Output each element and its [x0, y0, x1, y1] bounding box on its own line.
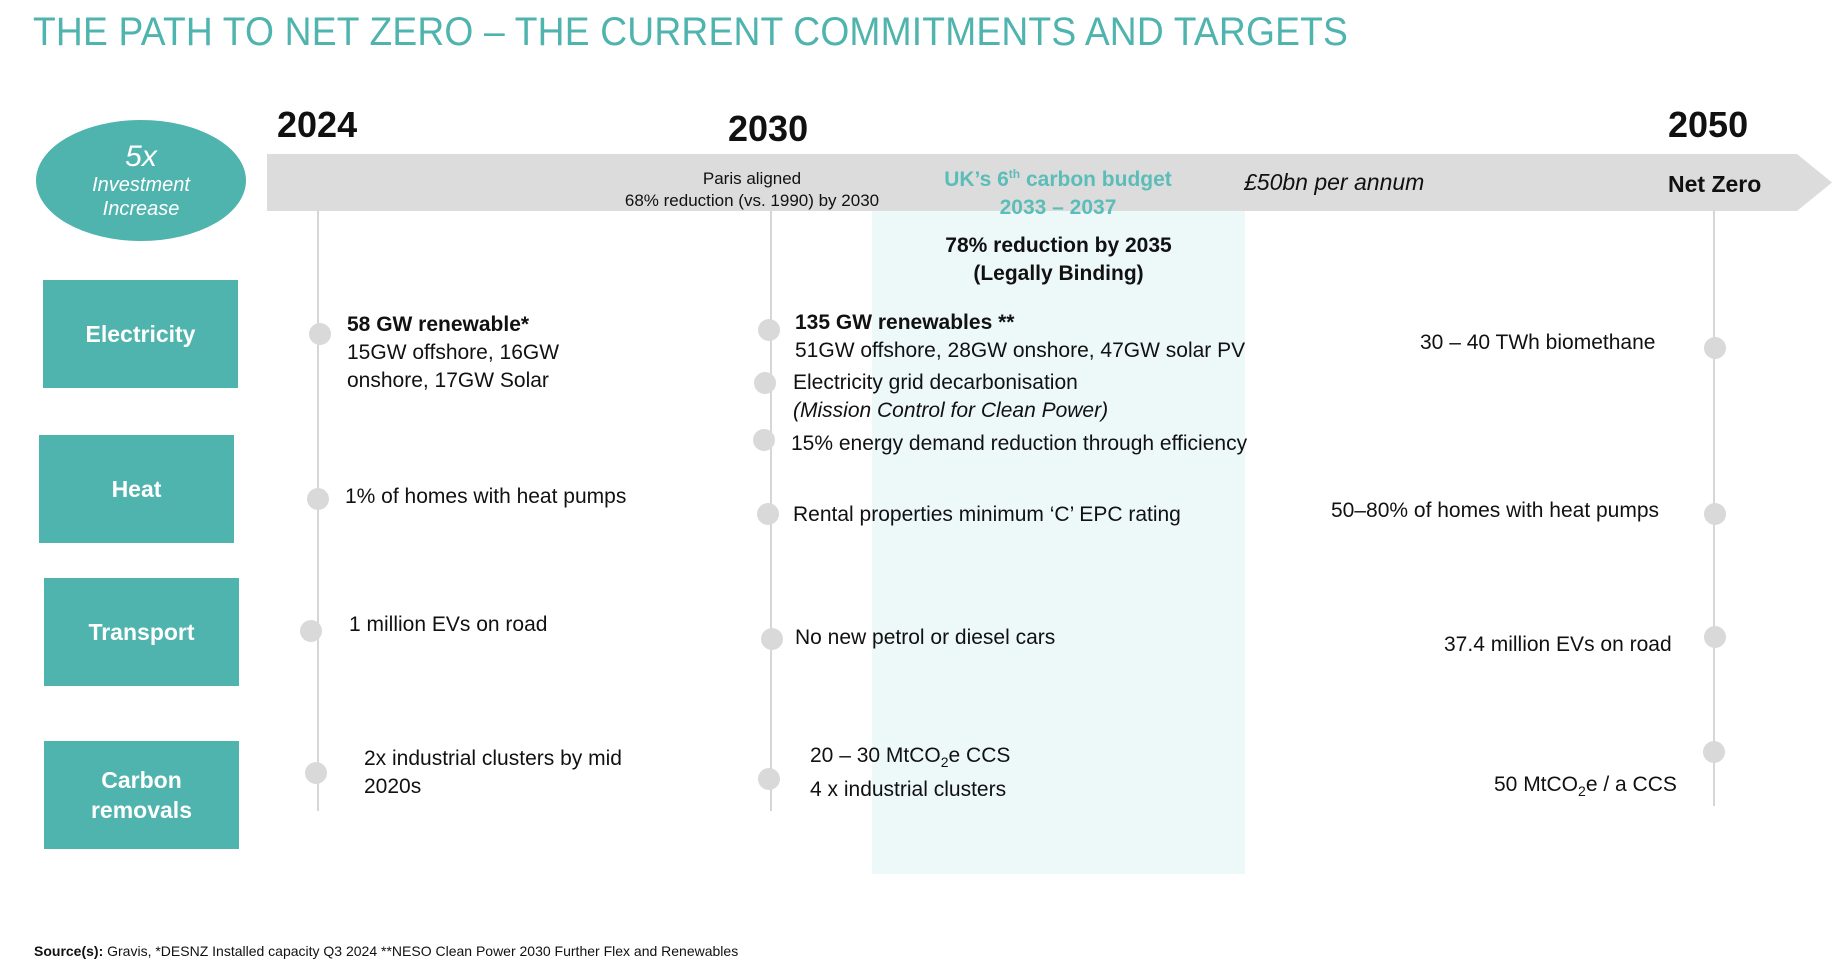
carbon-2024-line2: 2020s	[364, 775, 422, 798]
carbon-2024-line1: 2x industrial clusters by mid	[364, 747, 622, 770]
paris-line2: 68% reduction (vs. 1990) by 2030	[624, 191, 880, 210]
milestone-dot	[761, 628, 783, 650]
elec-2024-line2: onshore, 17GW Solar	[347, 369, 549, 392]
source-label: Source(s):	[34, 943, 104, 959]
milestone-dot	[307, 488, 329, 510]
category-transport: Transport	[44, 578, 239, 686]
reduction-2035-note	[872, 232, 1245, 288]
page-title: THE PATH TO NET ZERO – THE CURRENT COMMITMENTS AND TARGETS	[33, 10, 1348, 54]
electricity-2030-milestone	[795, 309, 1245, 365]
milestone-dot	[1703, 741, 1725, 763]
timeline-line-2024	[317, 211, 319, 811]
carbon-2030-l1-post: e CCS	[948, 744, 1011, 767]
elec-2030-title: 135 GW renewables **	[795, 311, 1015, 334]
category-carbon-removals	[44, 741, 239, 849]
grid-line1: Electricity grid decarbonisation	[793, 371, 1078, 394]
category-carbon-line1: Carbon	[101, 767, 182, 793]
year-2050: 2050	[1668, 104, 1749, 145]
elec-2024-line1: 15GW offshore, 16GW	[347, 341, 560, 364]
milestone-dot	[300, 620, 322, 642]
budget-years: 2033 – 2037	[999, 196, 1117, 219]
transport-2030-milestone: No new petrol or diesel cars	[795, 626, 1056, 649]
year-2030: 2030	[728, 108, 809, 149]
category-heat: Heat	[39, 435, 234, 543]
carbon-2030-milestone	[810, 742, 1010, 804]
milestone-dot	[758, 319, 780, 341]
elec-2024-title: 58 GW renewable*	[347, 313, 530, 336]
carbon-2050-milestone	[1494, 771, 1677, 805]
transport-2024-milestone: 1 million EVs on road	[349, 613, 548, 636]
milestone-dot	[758, 768, 780, 790]
category-electricity: Electricity	[43, 280, 238, 388]
milestone-dot	[309, 323, 331, 345]
carbon-2030-line2: 4 x industrial clusters	[810, 778, 1007, 802]
milestone-dot	[1704, 626, 1726, 648]
paris-line1: Paris aligned	[702, 169, 802, 188]
milestone-dot	[1704, 337, 1726, 359]
net-zero-label: Net Zero	[1668, 171, 1762, 197]
carbon-2030-l1-pre: 20 – 30 MtCO	[810, 744, 941, 767]
heat-2030-milestone: Rental properties minimum ‘C’ EPC rating	[793, 503, 1181, 526]
carbon-2050-sub: 2	[1578, 783, 1586, 800]
transport-2050-milestone: 37.4 million EVs on road	[1444, 633, 1672, 656]
milestone-dot	[754, 372, 776, 394]
milestone-dot	[753, 429, 775, 451]
efficiency-milestone: 15% energy demand reduction through efficiency	[791, 432, 1248, 455]
source-text: Gravis, *DESNZ Installed capacity Q3 2024 **NESO Clean Power 2030 Further Flex and Renewables	[103, 943, 739, 959]
carbon-budget-label	[898, 160, 1218, 222]
investment-increase-badge	[36, 120, 246, 241]
investment-multiplier: 5x	[125, 139, 157, 173]
electricity-2050-milestone: 30 – 40 TWh biomethane	[1420, 331, 1656, 354]
reduction-2035-line2: (Legally Binding)	[973, 262, 1144, 285]
heat-2024-milestone: 1% of homes with heat pumps	[345, 485, 627, 508]
grid-decarbonisation-milestone	[793, 369, 1108, 425]
grid-line2: (Mission Control for Clean Power)	[793, 399, 1109, 422]
annual-investment-label: £50bn per annum	[1244, 169, 1425, 195]
paris-aligned-note	[612, 168, 892, 212]
category-carbon-line2: removals	[90, 797, 192, 823]
milestone-dot	[757, 503, 779, 525]
milestone-dot	[1704, 503, 1726, 525]
investment-label-line2: Increase	[102, 197, 180, 220]
year-2024: 2024	[277, 104, 358, 145]
carbon-2024-milestone	[364, 745, 622, 801]
milestone-dot	[305, 762, 327, 784]
electricity-2024-milestone	[347, 311, 559, 395]
source-footnote	[34, 943, 738, 959]
heat-2050-milestone: 50–80% of homes with heat pumps	[1331, 499, 1660, 522]
reduction-2035-line1: 78% reduction by 2035	[945, 234, 1172, 257]
budget-text-sup: th	[1008, 167, 1021, 181]
carbon-2050-post: e / a CCS	[1585, 773, 1677, 796]
budget-text-post: carbon budget	[1020, 168, 1172, 191]
budget-text-pre: UK’s 6	[944, 168, 1009, 191]
investment-label-line1: Investment	[92, 173, 190, 196]
carbon-2050-pre: 50 MtCO	[1494, 773, 1579, 796]
elec-2030-line1: 51GW offshore, 28GW onshore, 47GW solar PV	[795, 339, 1246, 362]
carbon-2030-l1-sub: 2	[940, 754, 949, 771]
